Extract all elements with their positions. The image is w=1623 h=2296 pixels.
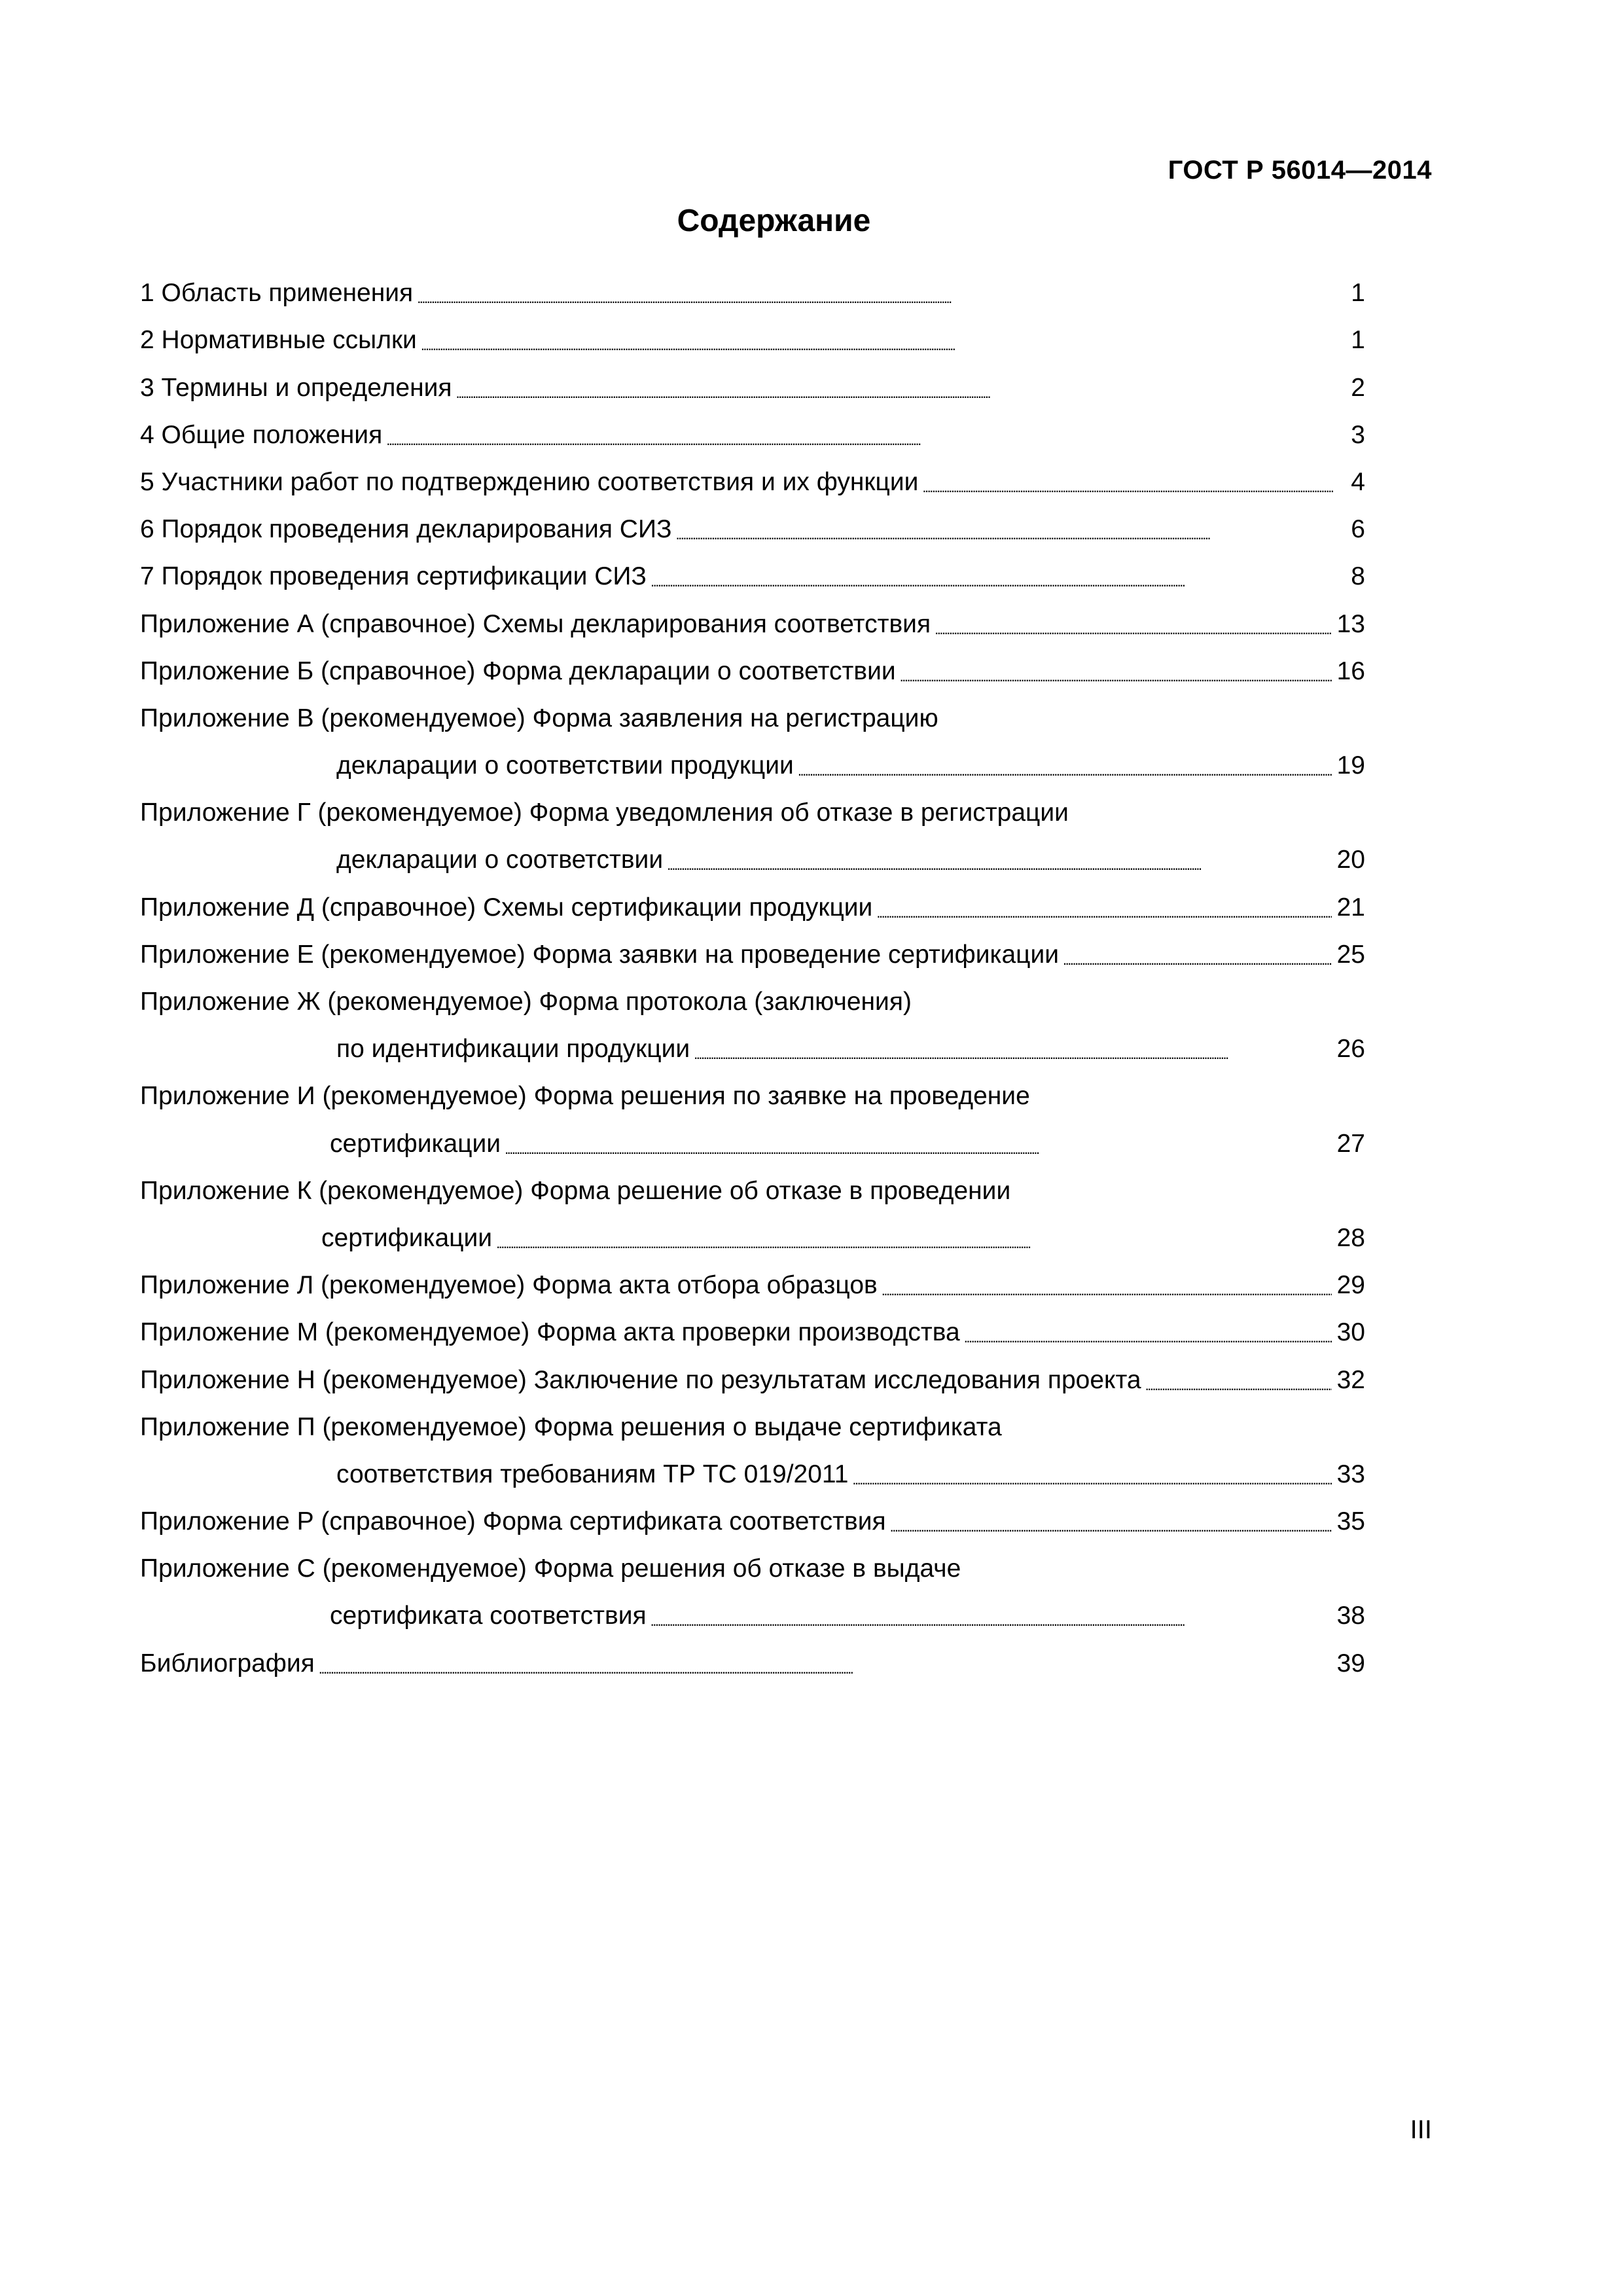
toc-entry-continuation[interactable] — [140, 836, 1365, 884]
toc-entry-page: 21 — [1336, 893, 1365, 922]
toc-entry[interactable] — [140, 1356, 1365, 1403]
toc-entry-page: 33 — [1336, 1460, 1365, 1488]
toc-entry-text: по идентификации продукции — [140, 1026, 694, 1073]
toc-entry-continuation[interactable] — [140, 1215, 1365, 1262]
toc-entry-text: 5 Участники работ по подтверждению соответствия и их функции — [140, 459, 922, 506]
toc-entry-text: сертификата соответствия — [140, 1592, 651, 1640]
toc-entry-text: Приложение М (рекомендуемое) Форма акта проверки производства — [140, 1309, 964, 1356]
toc-entry-text: Библиография — [140, 1640, 319, 1687]
toc-entry-page: 39 — [1336, 1649, 1365, 1677]
dot-leader — [900, 648, 1332, 695]
toc-entry-page: 3 — [1351, 420, 1365, 449]
toc-entry[interactable] — [140, 600, 1365, 647]
toc-entry-text: 4 Общие положения — [140, 412, 386, 459]
toc-entry-text: Приложение Б (справочное) Форма декларации о соответствии — [140, 648, 900, 695]
toc-entry[interactable] — [140, 1168, 1365, 1215]
toc-entry[interactable] — [140, 978, 1365, 1026]
toc-entry[interactable] — [140, 364, 1365, 411]
toc-entry-page: 32 — [1336, 1365, 1365, 1394]
toc-entry-text: 6 Порядок проведения декларирования СИЗ — [140, 506, 676, 553]
toc-entry-text: 3 Термины и определения — [140, 365, 456, 412]
toc-entry[interactable] — [140, 270, 1365, 317]
toc-entry-page: 25 — [1336, 940, 1365, 969]
dot-leader — [798, 742, 1332, 789]
toc-entry[interactable] — [140, 648, 1365, 695]
dot-leader — [882, 1262, 1332, 1309]
toc-entry-continuation[interactable] — [140, 1451, 1365, 1498]
toc-entry-text: Приложение Д (справочное) Схемы сертификации продукции — [140, 884, 876, 931]
toc-entry-page: 38 — [1336, 1602, 1365, 1630]
page-number: III — [1410, 2115, 1432, 2144]
toc-entry[interactable] — [140, 553, 1365, 600]
toc-entry-text: декларации о соответствии — [140, 836, 667, 884]
toc-entry-text: 2 Нормативные ссылки — [140, 317, 421, 364]
toc-entry-text: Приложение П (рекомендуемое) Форма решения о выдаче сертификата — [140, 1404, 1006, 1451]
toc-entry-text: Приложение Л (рекомендуемое) Форма акта отбора образцов — [140, 1262, 882, 1309]
toc-entry-page: 8 — [1351, 562, 1365, 591]
toc-entry-continuation[interactable] — [140, 1120, 1365, 1167]
toc-entry-page: 16 — [1336, 656, 1365, 685]
toc-entry-continuation[interactable] — [140, 742, 1365, 789]
dot-leader — [505, 1121, 1332, 1168]
document-code: ГОСТ Р 56014—2014 — [1168, 156, 1432, 185]
dot-leader — [964, 1309, 1332, 1356]
toc-entry-text: Приложение К (рекомендуемое) Форма решение об отказе в проведении — [140, 1168, 1014, 1215]
dot-leader — [421, 317, 1334, 364]
dot-leader — [922, 459, 1334, 506]
toc-entry[interactable] — [140, 317, 1365, 364]
toc-entry[interactable] — [140, 1404, 1365, 1451]
dot-leader — [496, 1215, 1332, 1262]
dot-leader — [676, 506, 1334, 553]
toc-entry-text: Приложение В (рекомендуемое) Форма заявления на регистрацию — [140, 695, 942, 742]
toc-entry-page: 1 — [1351, 326, 1365, 355]
toc-entry-text: Приложение Н (рекомендуемое) Заключение по результатам исследования проекта — [140, 1357, 1145, 1404]
dot-leader — [651, 553, 1334, 600]
toc-entry-text: сертификации — [140, 1215, 496, 1262]
toc-entry[interactable] — [140, 1073, 1365, 1120]
toc-entry-page: 26 — [1336, 1035, 1365, 1064]
toc-entry[interactable] — [140, 506, 1365, 553]
toc-entry-text: сертификации — [140, 1121, 505, 1168]
toc-entry-page: 1 — [1351, 279, 1365, 308]
toc-entry-text: Приложение Ж (рекомендуемое) Форма протокола (заключения) — [140, 978, 916, 1026]
toc-entry-text: 7 Порядок проведения сертификации СИЗ — [140, 553, 651, 600]
toc-entry-text: Приложение Е (рекомендуемое) Форма заявки на проведение сертификации — [140, 931, 1063, 978]
toc-entry[interactable] — [140, 1262, 1365, 1309]
toc-entry[interactable] — [140, 1309, 1365, 1356]
toc-entry-page: 19 — [1336, 751, 1365, 780]
toc-entry-text: соответствия требованиям ТР ТС 019/2011 — [140, 1451, 852, 1498]
toc-entry[interactable] — [140, 931, 1365, 978]
dot-leader — [667, 836, 1331, 884]
toc-entry-page: 2 — [1351, 373, 1365, 402]
toc-entry[interactable] — [140, 789, 1365, 836]
toc-entry-page: 6 — [1351, 515, 1365, 544]
dot-leader — [935, 601, 1332, 648]
table-of-contents — [140, 270, 1365, 1687]
toc-entry-text: Приложение И (рекомендуемое) Форма решения по заявке на проведение — [140, 1073, 1034, 1120]
dot-leader — [694, 1026, 1331, 1073]
toc-entry[interactable] — [140, 459, 1365, 506]
toc-entry[interactable] — [140, 884, 1365, 931]
toc-entry-page: 29 — [1336, 1271, 1365, 1300]
toc-entry[interactable] — [140, 1498, 1365, 1545]
toc-entry-text: Приложение Г (рекомендуемое) Форма уведомления об отказе в регистрации — [140, 789, 1073, 836]
dot-leader — [651, 1592, 1332, 1640]
dot-leader — [386, 412, 1334, 459]
dot-leader — [890, 1498, 1332, 1545]
toc-entry-page: 27 — [1336, 1129, 1365, 1158]
toc-entry-continuation[interactable] — [140, 1592, 1365, 1640]
toc-entry-text: Приложение Р (справочное) Форма сертификата соответствия — [140, 1498, 890, 1545]
toc-entry-page: 20 — [1336, 846, 1365, 874]
toc-entry-text: декларации о соответствии продукции — [140, 742, 798, 789]
dot-leader — [319, 1640, 1332, 1687]
toc-entry-page: 4 — [1351, 467, 1365, 496]
dot-leader — [852, 1451, 1331, 1498]
toc-entry-text: 1 Область применения — [140, 270, 417, 317]
dot-leader — [876, 884, 1331, 931]
toc-entry-page: 13 — [1336, 609, 1365, 638]
toc-entry[interactable] — [140, 412, 1365, 459]
dot-leader — [456, 365, 1334, 412]
toc-title: Содержание — [677, 204, 871, 238]
toc-entry-page: 30 — [1336, 1318, 1365, 1347]
toc-entry-text: Приложение С (рекомендуемое) Форма решения об отказе в выдаче — [140, 1545, 965, 1592]
toc-entry-page: 28 — [1336, 1223, 1365, 1252]
toc-entry[interactable] — [140, 1545, 1365, 1592]
dot-leader — [417, 270, 1334, 317]
toc-entry-continuation[interactable] — [140, 1026, 1365, 1073]
toc-entry[interactable] — [140, 695, 1365, 742]
dot-leader — [1063, 931, 1332, 978]
toc-entry-text: Приложение А (справочное) Схемы декларирования соответствия — [140, 601, 935, 648]
toc-entry-page: 35 — [1336, 1507, 1365, 1536]
dot-leader — [1145, 1357, 1332, 1404]
toc-entry[interactable] — [140, 1640, 1365, 1687]
